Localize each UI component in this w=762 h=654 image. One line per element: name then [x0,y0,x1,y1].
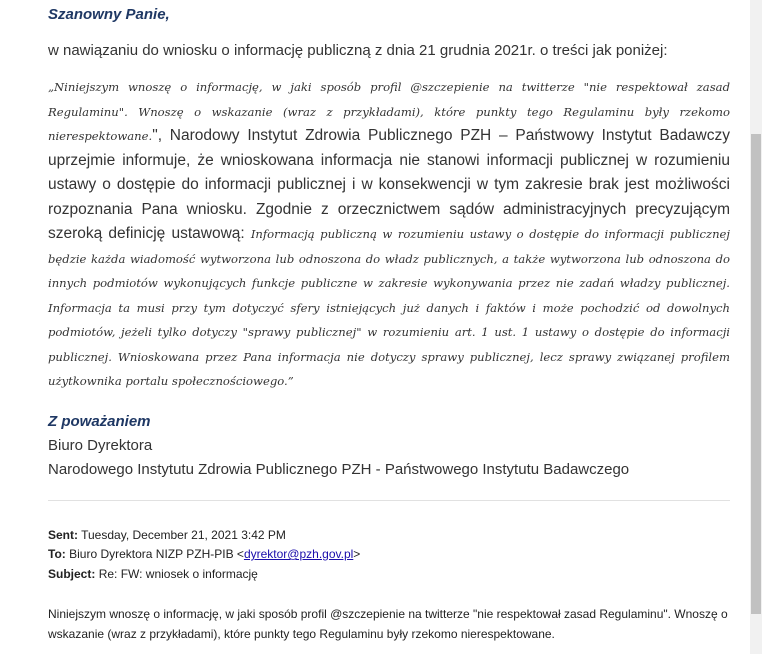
sent-label: Sent: [48,528,78,542]
quoted-body: Niniejszym wnoszę o informację, w jaki sposób profil @szczepienie na twitterze "nie respektował zasad Regulaminu". Wnoszę o wskazanie (wraz z przykładami), które punkty tego Regulaminu były rzekomo nierespektowane. [48,607,728,641]
subject-value: Re: FW: wniosek o informację [98,567,258,581]
response-text: ", Narodowy Instytut Zdrowia Publicznego PZH – Państwowy Instytut Badawczy uprzejmie informuje, że wnioskowana informacja nie stanowi informacji publicznej w rozumieniu ustawy o dostępie do informacji publicznej i w konsekwencji w tym zakresie brak jest możliwości rozpoznania Pana wniosku. Zgodnie z orzecznictwem sądów administracyjnych precyzującym szeroką definicję ustawową: [48,127,730,242]
to-name: Biuro Dyrektora NIZP PZH-PIB < [69,547,244,561]
to-close: > [353,547,361,561]
to-row [48,547,360,561]
sent-row [48,528,286,542]
signature-line-2: Narodowego Instytutu Zdrowia Publicznego PZH - Państwowego Instytutu Badawczego [48,461,630,478]
intro-text: w nawiązaniu do wniosku o informację publiczną z dnia 21 grudnia 2021r. o treści jak poniżej: [48,42,668,59]
scrollbar-track[interactable] [750,0,762,654]
closing: Z poważaniem [48,413,151,430]
subject-row [48,567,258,581]
quoted-request: „Niniejszym wnoszę o informację, w jaki sposób profil @szczepienie na twitterze "nie respektował zasad Regulaminu". Wnoszę o wskazanie (wraz z przykładami), które punkty tego Regulaminu były rzekomo nierespektowane. [48,80,730,143]
signature-line-1: Biuro Dyrektora [48,437,153,454]
subject-label: Subject: [48,567,96,581]
sent-value: Tuesday, December 21, 2021 3:42 PM [81,528,286,542]
to-label: To: [48,547,66,561]
scrollbar-thumb[interactable] [751,134,761,614]
greeting: Szanowny Panie, [48,6,170,23]
divider [48,500,730,501]
to-email-link[interactable]: dyrektor@pzh.gov.pl [243,547,354,561]
response-paragraph [48,75,730,394]
definition-text: Informacją publiczną w rozumieniu ustawy o dostępie do informacji publicznej będzie każda wiadomość wytworzona lub odnoszona do władz publicznych, a także wytworzona lub odnoszona do innych podmiotów wykonujących funkcje publiczne w zakresie wykonywania przez nie zadań władzy publicznej. Informacja ta musi przy tym dotyczyć sfery istniejących już danych i faktów i może pochodzić od dowolnych podmiotów, jeżeli tylko dotyczy "sprawy publicznej" w rozumieniu art. 1 ust. 1 ustawy o dostępie do informacji publicznej. Wnioskowana przez Pana informacja nie dotyczy sprawy publicznej, lecz sprawy związanej profilem użytkownika portalu społecznościowego.” [48,227,730,388]
